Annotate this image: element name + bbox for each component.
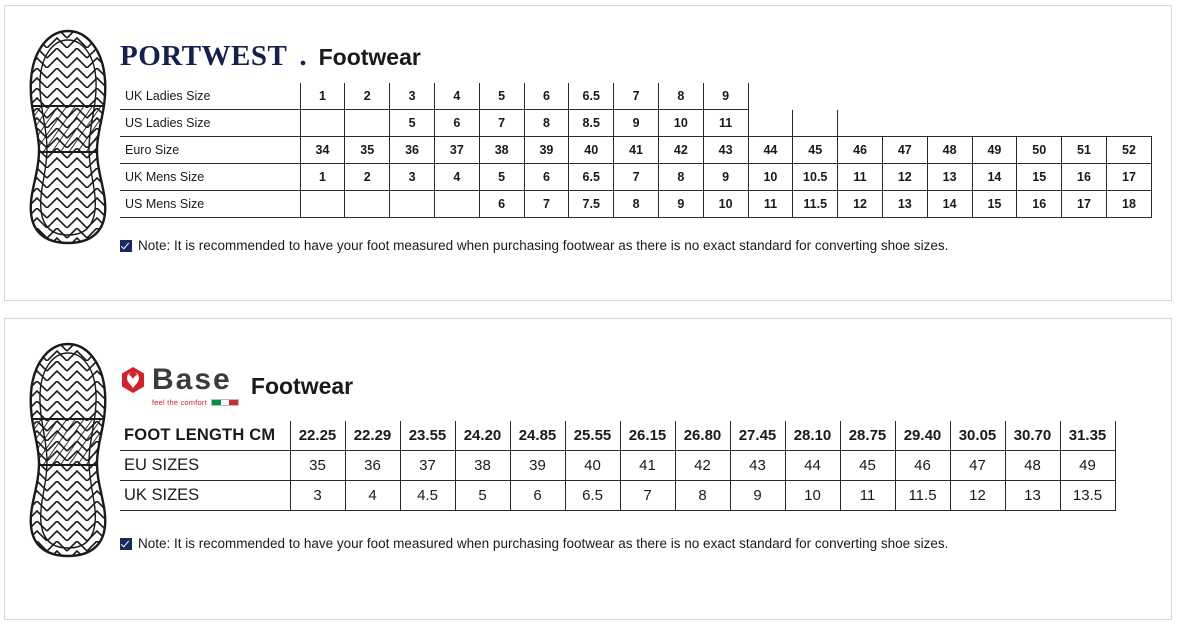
cell: 37 bbox=[400, 451, 455, 481]
base-wordmark: Base bbox=[152, 363, 232, 396]
cell-empty bbox=[793, 83, 838, 110]
cell: 39 bbox=[524, 137, 569, 164]
cell: 40 bbox=[565, 451, 620, 481]
table-row bbox=[120, 421, 1115, 451]
cell: 30.05 bbox=[950, 421, 1005, 451]
cell: 30.70 bbox=[1005, 421, 1060, 451]
cell: 11.5 bbox=[793, 191, 838, 218]
table-row bbox=[120, 83, 1152, 110]
cell: 10.5 bbox=[793, 164, 838, 191]
cell: 38 bbox=[479, 137, 524, 164]
cell-empty bbox=[927, 83, 972, 110]
cell: 22.29 bbox=[345, 421, 400, 451]
cell: 49 bbox=[1060, 451, 1115, 481]
cell: 7 bbox=[479, 110, 524, 137]
row-label: FOOT LENGTH CM bbox=[120, 421, 290, 451]
cell: 47 bbox=[882, 137, 927, 164]
cell: 14 bbox=[972, 164, 1017, 191]
cell: 1 bbox=[300, 83, 345, 110]
cell: 7.5 bbox=[569, 191, 614, 218]
cell: 2 bbox=[345, 164, 390, 191]
cell: 10 bbox=[703, 191, 748, 218]
cell: 22.25 bbox=[290, 421, 345, 451]
cell-empty bbox=[882, 110, 927, 137]
cell: 7 bbox=[614, 164, 659, 191]
cell: 16 bbox=[1017, 191, 1062, 218]
base-tagline: feel the comfort bbox=[152, 398, 207, 407]
cell bbox=[300, 191, 345, 218]
note-text: Note: It is recommended to have your foot measured when purchasing footwear as there is no exact standard for converting shoe sizes. bbox=[138, 238, 949, 253]
cell: 7 bbox=[524, 191, 569, 218]
portwest-size-table bbox=[120, 83, 1152, 218]
cell: 49 bbox=[972, 137, 1017, 164]
cell: 41 bbox=[620, 451, 675, 481]
cell: 51 bbox=[1062, 137, 1107, 164]
cell: 24.85 bbox=[510, 421, 565, 451]
row-label: US Ladies Size bbox=[120, 110, 300, 137]
cell: 50 bbox=[1017, 137, 1062, 164]
shoe-sole-icon bbox=[27, 341, 109, 559]
cell bbox=[300, 110, 345, 137]
cell: 1 bbox=[300, 164, 345, 191]
cell-empty bbox=[793, 110, 838, 137]
cell: 5 bbox=[455, 481, 510, 511]
cell: 48 bbox=[927, 137, 972, 164]
cell: 10 bbox=[785, 481, 840, 511]
cell-empty bbox=[748, 83, 793, 110]
cell-empty bbox=[1106, 110, 1151, 137]
cell: 9 bbox=[703, 164, 748, 191]
cell: 42 bbox=[658, 137, 703, 164]
hexagon-logo-icon bbox=[120, 366, 146, 394]
cell-empty bbox=[972, 83, 1017, 110]
cell: 6.5 bbox=[569, 164, 614, 191]
shoe-sole-icon bbox=[27, 28, 109, 246]
cell: 38 bbox=[455, 451, 510, 481]
cell-empty bbox=[838, 83, 883, 110]
cell: 5 bbox=[479, 83, 524, 110]
cell: 13.5 bbox=[1060, 481, 1115, 511]
cell: 41 bbox=[614, 137, 659, 164]
cell: 15 bbox=[1017, 164, 1062, 191]
cell: 9 bbox=[658, 191, 703, 218]
italy-flag-icon bbox=[211, 399, 239, 406]
cell: 10 bbox=[748, 164, 793, 191]
cell: 9 bbox=[614, 110, 659, 137]
cell: 17 bbox=[1062, 191, 1107, 218]
table-row bbox=[120, 451, 1115, 481]
row-label: US Mens Size bbox=[120, 191, 300, 218]
cell: 36 bbox=[345, 451, 400, 481]
cell: 3 bbox=[390, 164, 435, 191]
cell: 2 bbox=[345, 83, 390, 110]
cell: 6 bbox=[510, 481, 565, 511]
cell: 8 bbox=[524, 110, 569, 137]
cell: 7 bbox=[620, 481, 675, 511]
check-box-icon bbox=[120, 538, 132, 550]
row-label: Euro Size bbox=[120, 137, 300, 164]
cell: 6.5 bbox=[565, 481, 620, 511]
cell: 31.35 bbox=[1060, 421, 1115, 451]
cell: 48 bbox=[1005, 451, 1060, 481]
cell: 25.55 bbox=[565, 421, 620, 451]
table-row bbox=[120, 191, 1152, 218]
cell: 34 bbox=[300, 137, 345, 164]
note-text: Note: It is recommended to have your foot measured when purchasing footwear as there is no exact standard for converting shoe sizes. bbox=[138, 536, 949, 551]
table-row bbox=[120, 481, 1115, 511]
portwest-brand-header bbox=[120, 40, 1157, 73]
cell: 4 bbox=[434, 83, 479, 110]
base-note bbox=[120, 536, 1157, 551]
cell: 12 bbox=[950, 481, 1005, 511]
portwest-size-chart-panel bbox=[4, 5, 1172, 301]
cell: 6.5 bbox=[569, 83, 614, 110]
cell: 29.40 bbox=[895, 421, 950, 451]
cell: 8 bbox=[614, 191, 659, 218]
cell: 11 bbox=[838, 164, 883, 191]
cell: 43 bbox=[703, 137, 748, 164]
cell: 15 bbox=[972, 191, 1017, 218]
cell: 6 bbox=[524, 83, 569, 110]
cell: 6 bbox=[524, 164, 569, 191]
cell: 8.5 bbox=[569, 110, 614, 137]
cell: 27.45 bbox=[730, 421, 785, 451]
row-label: UK Mens Size bbox=[120, 164, 300, 191]
cell-empty bbox=[1062, 110, 1107, 137]
cell: 8 bbox=[658, 164, 703, 191]
cell: 6 bbox=[434, 110, 479, 137]
cell: 4 bbox=[434, 164, 479, 191]
cell: 11.5 bbox=[895, 481, 950, 511]
cell: 3 bbox=[290, 481, 345, 511]
portwest-wordmark-dot: . bbox=[299, 40, 307, 72]
cell: 43 bbox=[730, 451, 785, 481]
cell: 10 bbox=[658, 110, 703, 137]
cell-empty bbox=[972, 110, 1017, 137]
cell: 37 bbox=[434, 137, 479, 164]
cell bbox=[345, 191, 390, 218]
cell bbox=[434, 191, 479, 218]
portwest-note bbox=[120, 238, 1157, 253]
portwest-category-label: Footwear bbox=[318, 44, 421, 70]
cell: 45 bbox=[840, 451, 895, 481]
cell: 17 bbox=[1106, 164, 1151, 191]
cell: 45 bbox=[793, 137, 838, 164]
cell: 12 bbox=[882, 164, 927, 191]
table-row bbox=[120, 110, 1152, 137]
cell: 5 bbox=[479, 164, 524, 191]
cell: 46 bbox=[895, 451, 950, 481]
cell: 23.55 bbox=[400, 421, 455, 451]
base-category-label: Footwear bbox=[250, 372, 354, 399]
cell: 12 bbox=[838, 191, 883, 218]
cell-empty bbox=[1062, 83, 1107, 110]
cell: 28.75 bbox=[840, 421, 895, 451]
cell bbox=[390, 191, 435, 218]
cell: 11 bbox=[840, 481, 895, 511]
base-size-table bbox=[120, 421, 1116, 511]
base-logo bbox=[120, 365, 239, 407]
cell-empty bbox=[882, 83, 927, 110]
table-row bbox=[120, 164, 1152, 191]
cell: 18 bbox=[1106, 191, 1151, 218]
cell: 13 bbox=[1005, 481, 1060, 511]
cell: 36 bbox=[390, 137, 435, 164]
base-brand-header bbox=[120, 365, 1157, 407]
row-label: EU SIZES bbox=[120, 451, 290, 481]
cell-empty bbox=[1017, 83, 1062, 110]
cell: 16 bbox=[1062, 164, 1107, 191]
cell: 11 bbox=[748, 191, 793, 218]
cell: 28.10 bbox=[785, 421, 840, 451]
cell: 4.5 bbox=[400, 481, 455, 511]
cell: 14 bbox=[927, 191, 972, 218]
row-label: UK Ladies Size bbox=[120, 83, 300, 110]
cell: 47 bbox=[950, 451, 1005, 481]
cell: 35 bbox=[290, 451, 345, 481]
cell: 5 bbox=[390, 110, 435, 137]
cell: 52 bbox=[1106, 137, 1151, 164]
cell: 42 bbox=[675, 451, 730, 481]
cell: 11 bbox=[703, 110, 748, 137]
cell: 7 bbox=[614, 83, 659, 110]
cell: 46 bbox=[838, 137, 883, 164]
cell: 40 bbox=[569, 137, 614, 164]
cell bbox=[345, 110, 390, 137]
cell: 35 bbox=[345, 137, 390, 164]
portwest-wordmark: PORTWEST bbox=[120, 40, 288, 72]
cell: 44 bbox=[785, 451, 840, 481]
cell: 44 bbox=[748, 137, 793, 164]
cell-empty bbox=[1106, 83, 1151, 110]
cell: 26.15 bbox=[620, 421, 675, 451]
check-box-icon bbox=[120, 240, 132, 252]
cell: 24.20 bbox=[455, 421, 510, 451]
base-size-chart-panel bbox=[4, 318, 1172, 620]
cell-empty bbox=[748, 110, 793, 137]
cell: 9 bbox=[730, 481, 785, 511]
cell: 3 bbox=[390, 83, 435, 110]
cell: 8 bbox=[675, 481, 730, 511]
cell-empty bbox=[1017, 110, 1062, 137]
cell-empty bbox=[838, 110, 883, 137]
cell: 4 bbox=[345, 481, 400, 511]
cell: 13 bbox=[882, 191, 927, 218]
cell: 6 bbox=[479, 191, 524, 218]
table-row bbox=[120, 137, 1152, 164]
row-label: UK SIZES bbox=[120, 481, 290, 511]
cell: 9 bbox=[703, 83, 748, 110]
cell: 26.80 bbox=[675, 421, 730, 451]
cell: 8 bbox=[658, 83, 703, 110]
cell: 39 bbox=[510, 451, 565, 481]
cell-empty bbox=[927, 110, 972, 137]
cell: 13 bbox=[927, 164, 972, 191]
